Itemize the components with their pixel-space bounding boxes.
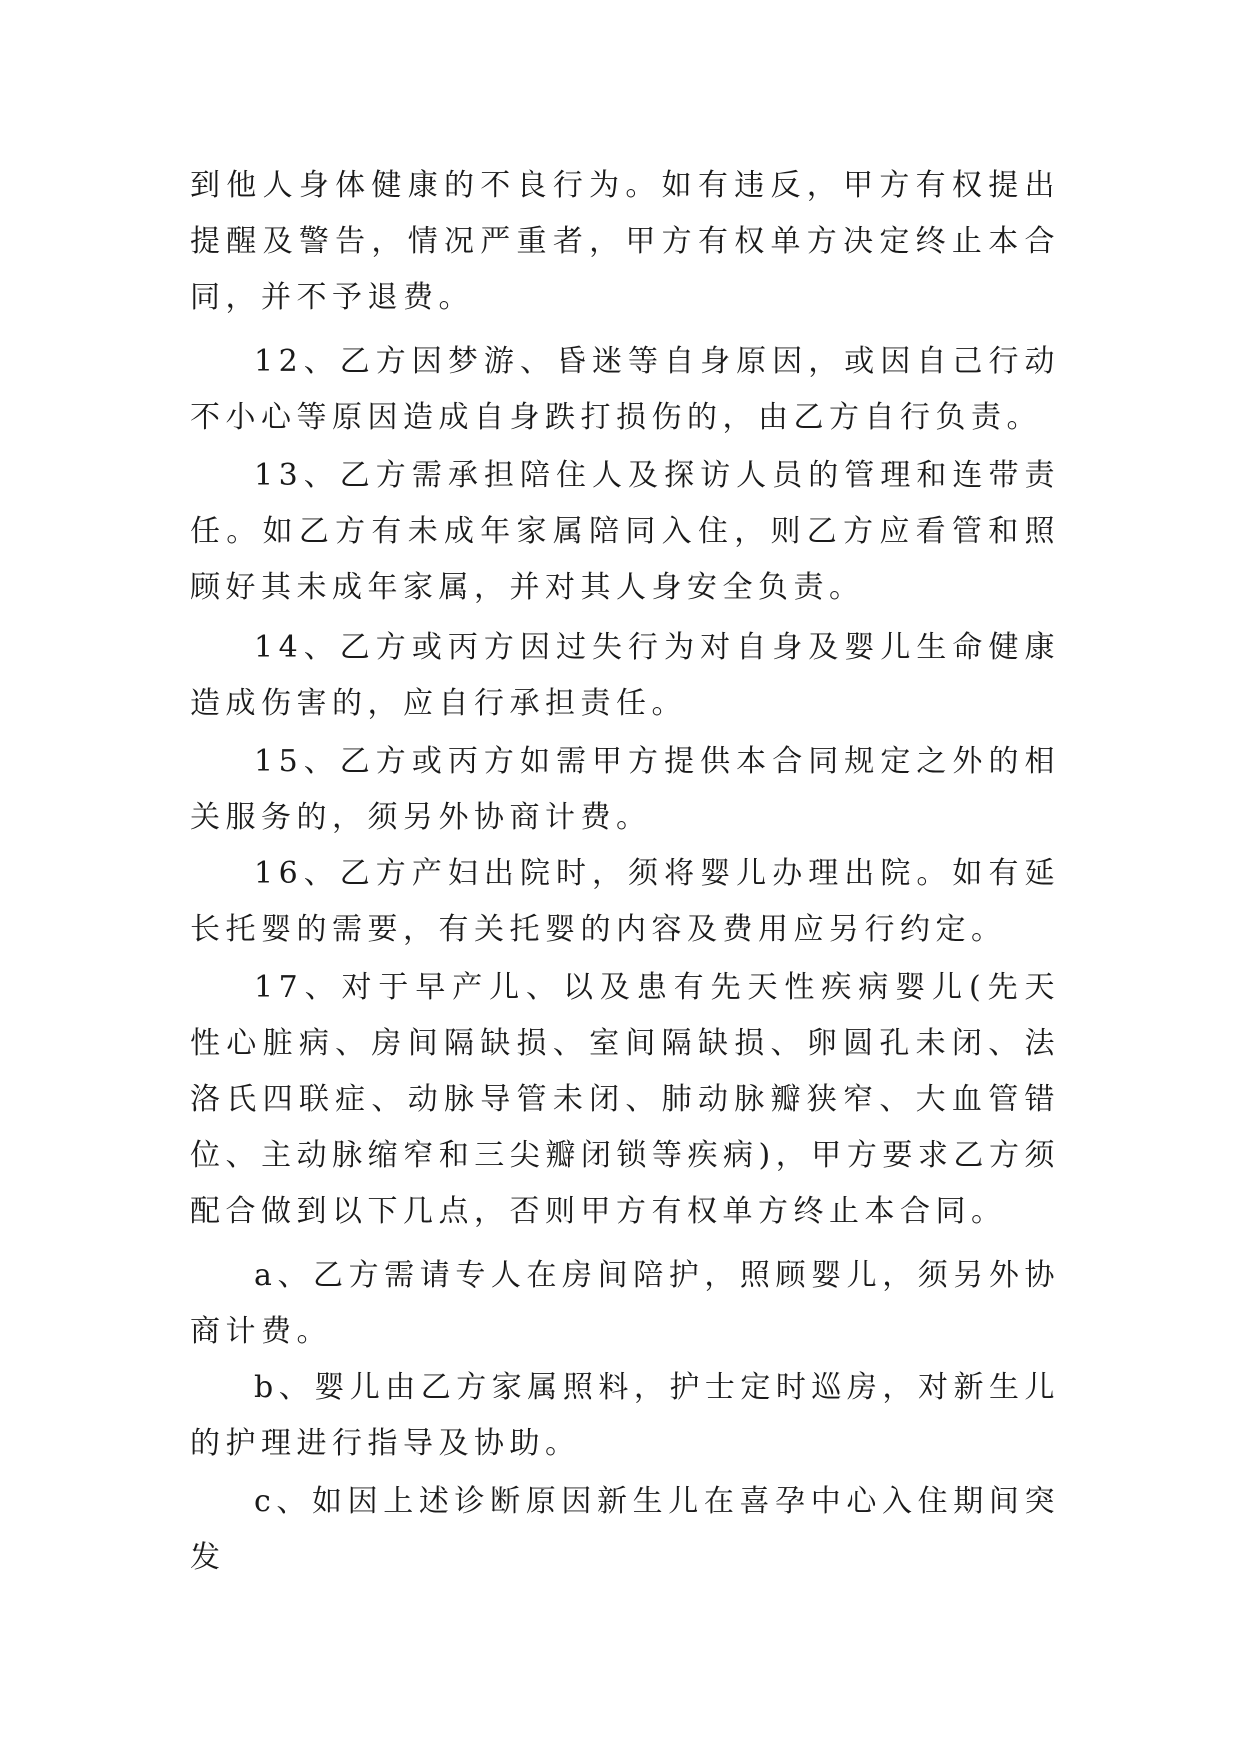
clause-13: 13、乙方需承担陪住人及探访人员的管理和连带责任。如乙方有未成年家属陪同入住，则乙方应看管和照顾好其未成年家属，并对其人身安全负责。	[190, 458, 1060, 605]
clause-16: 16、乙方产妇出院时，须将婴儿办理出院。如有延长托婴的需要，有关托婴的内容及费用应另行约定。	[190, 856, 1060, 947]
clause-12: 12、乙方因梦游、昏迷等自身原因，或因自己行动不小心等原因造成自身跌打损伤的，由乙方自行负责。	[190, 344, 1060, 435]
paragraph-continuation: 到他人身体健康的不良行为。如有违反，甲方有权提出提醒及警告，情况严重者，甲方有权单方决定终止本合同，并不予退费。	[190, 168, 1060, 315]
clause-17: 17、对于早产儿、以及患有先天性疾病婴儿(先天性心脏病、房间隔缺损、室间隔缺损、卵圆孔未闭、法洛氏四联症、动脉导管未闭、肺动脉瓣狭窄、大血管错位、主动脉缩窄和三尖瓣闭锁等疾病)，甲方要求乙方须配合做到以下几点，否则甲方有权单方终止本合同。	[190, 970, 1060, 1229]
clause-15: 15、乙方或丙方如需甲方提供本合同规定之外的相关服务的，须另外协商计费。	[190, 744, 1060, 835]
clause-17-item-c: c、如因上述诊断原因新生儿在喜孕中心入住期间突发	[190, 1484, 1060, 1575]
clause-14: 14、乙方或丙方因过失行为对自身及婴儿生命健康造成伤害的，应自行承担责任。	[190, 630, 1060, 721]
clause-17-item-a: a、乙方需请专人在房间陪护，照顾婴儿，须另外协商计费。	[190, 1258, 1060, 1349]
clause-17-item-b: b、婴儿由乙方家属照料，护士定时巡房，对新生儿的护理进行指导及协助。	[190, 1370, 1060, 1461]
